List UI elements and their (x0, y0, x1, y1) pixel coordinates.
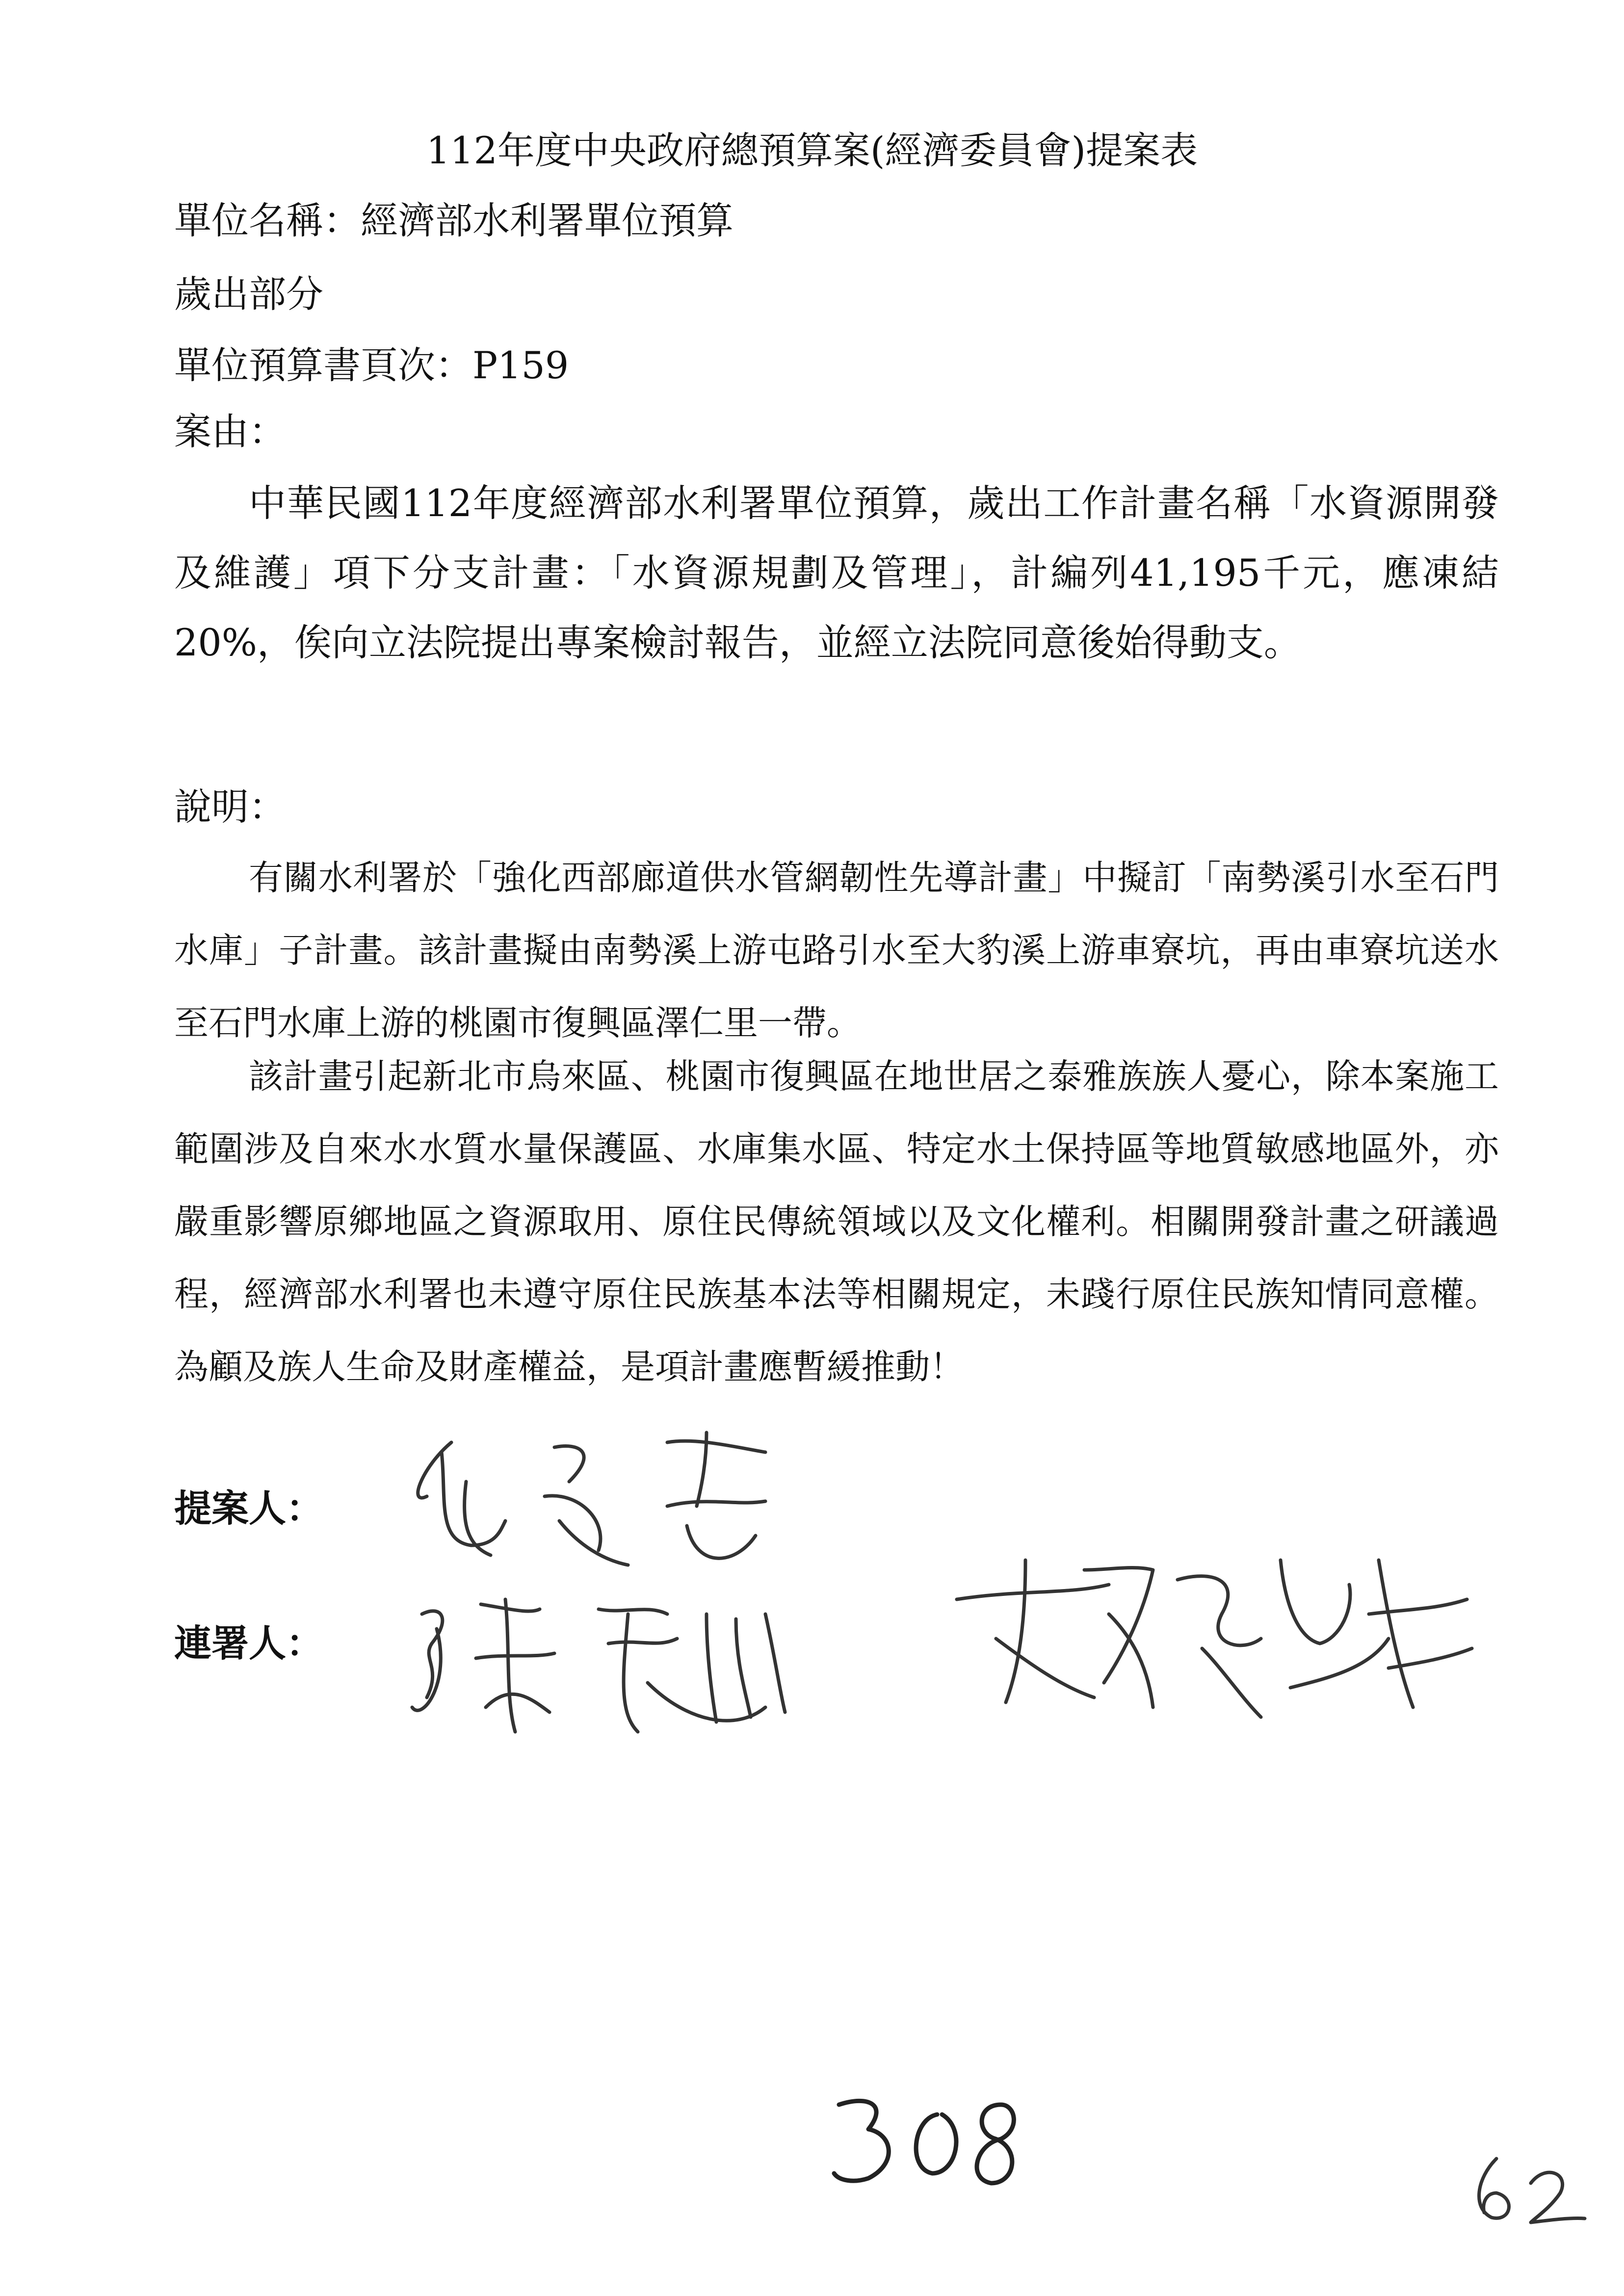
document-title: 112年度中央政府總預算案(經濟委員會)提案表 (426, 129, 1198, 172)
proposer-label: 提案人： (174, 1487, 323, 1530)
unit-name: 單位名稱：經濟部水利署單位預算 (174, 199, 733, 242)
reason-label: 案由： (174, 410, 286, 453)
section-label: 歲出部分 (174, 272, 323, 316)
proposer-signature (393, 1423, 834, 1580)
cosigner-signature-2 (947, 1540, 1487, 1747)
explanation-label: 說明： (174, 785, 286, 829)
handwritten-page-number (824, 2085, 1030, 2198)
cosigner-label: 連署人： (174, 1621, 323, 1665)
reason-text: 中華民國112年度經濟部水利署單位預算，歲出工作計畫名稱「水資源開發及維護」項下分支計畫：「水資源規劃及管理」，計編列41,195千元，應凍結 20%，俟向立法院提出專案檢討報告，並經立法院同意後始得動支。 (174, 481, 1499, 664)
cosigner-signature-1 (393, 1585, 834, 1747)
explanation-paragraph-1: 有關水利署於「強化西部廊道供水管網韌性先導計畫」中擬訂「南勢溪引水至石門水庫」子計畫。該計畫擬由南勢溪上游屯路引水至大豹溪上游車寮坑，再由車寮坑送水至石門水庫上游的桃園市復興區澤仁里一帶。 (174, 858, 1499, 1043)
page-reference: 單位預算書頁次：P159 (174, 343, 569, 387)
explanation-paragraph-2: 該計畫引起新北市烏來區、桃園市復興區在地世居之泰雅族族人憂心，除本案施工範圍涉及自來水水質水量保護區、水庫集水區、特定水土保持區等地質敏感地區外，亦嚴重影響原鄉地區之資源取用、原住民傳統領域以及文化權利。相關開發計畫之研議過程，經濟部水利署也未遵守原住民族基本法等相關規定，未踐行原住民族知情同意權。為顧及族人生命及財產權益，是項計畫應暫緩推動！ (174, 1056, 1499, 1387)
handwritten-corner-number (1462, 2144, 1590, 2232)
